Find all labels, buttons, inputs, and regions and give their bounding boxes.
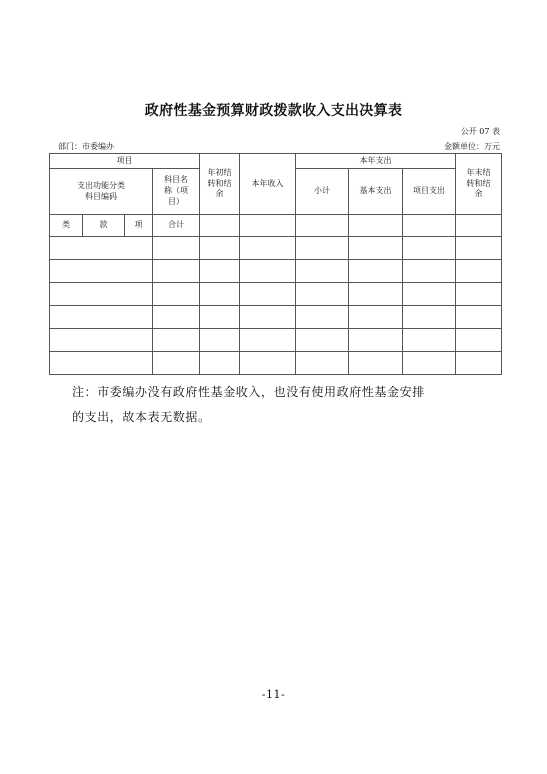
table-row (50, 237, 502, 260)
table-row (50, 260, 502, 283)
note-line-2: 的支出，故本表无数据。 (72, 410, 211, 424)
table-row (50, 283, 502, 306)
header-end-balance: 年末结 转和结 余 (456, 154, 502, 215)
header-item: 项目 (50, 154, 200, 169)
table-row (50, 352, 502, 375)
header-income: 本年收入 (240, 154, 296, 215)
header-total: 合计 (153, 215, 200, 237)
header-begin-balance: 年初结 转和结 余 (200, 154, 240, 215)
header-project-expenditure: 项目支出 (403, 169, 456, 215)
header-subtotal: 小计 (296, 169, 349, 215)
table-row (50, 306, 502, 329)
header-lei: 类 (50, 215, 83, 237)
header-basic-expenditure: 基本支出 (349, 169, 403, 215)
unit-label: 金额单位：万元 (444, 142, 500, 151)
header-row-1 (50, 154, 502, 169)
header-kuan: 款 (83, 215, 125, 237)
form-code: 公开 07 表 (460, 127, 500, 136)
header-row-3 (50, 215, 502, 237)
header-expenditure: 本年支出 (296, 154, 456, 169)
note-text (72, 380, 492, 430)
table-row (50, 329, 502, 352)
page-number: -11- (261, 688, 286, 701)
fund-budget-table (49, 153, 502, 375)
department-label: 部门：市委编办 (58, 142, 114, 151)
header-subject-name: 科目名 称（项 目） (153, 169, 200, 215)
header-function-class: 支出功能分类 科目编码 (50, 169, 153, 215)
header-xiang: 项 (125, 215, 153, 237)
note-line-1: 注：市委编办没有政府性基金收入，也没有使用政府性基金安排 (72, 385, 425, 399)
report-title: 政府性基金预算财政拨款收入支出决算表 (144, 103, 403, 119)
